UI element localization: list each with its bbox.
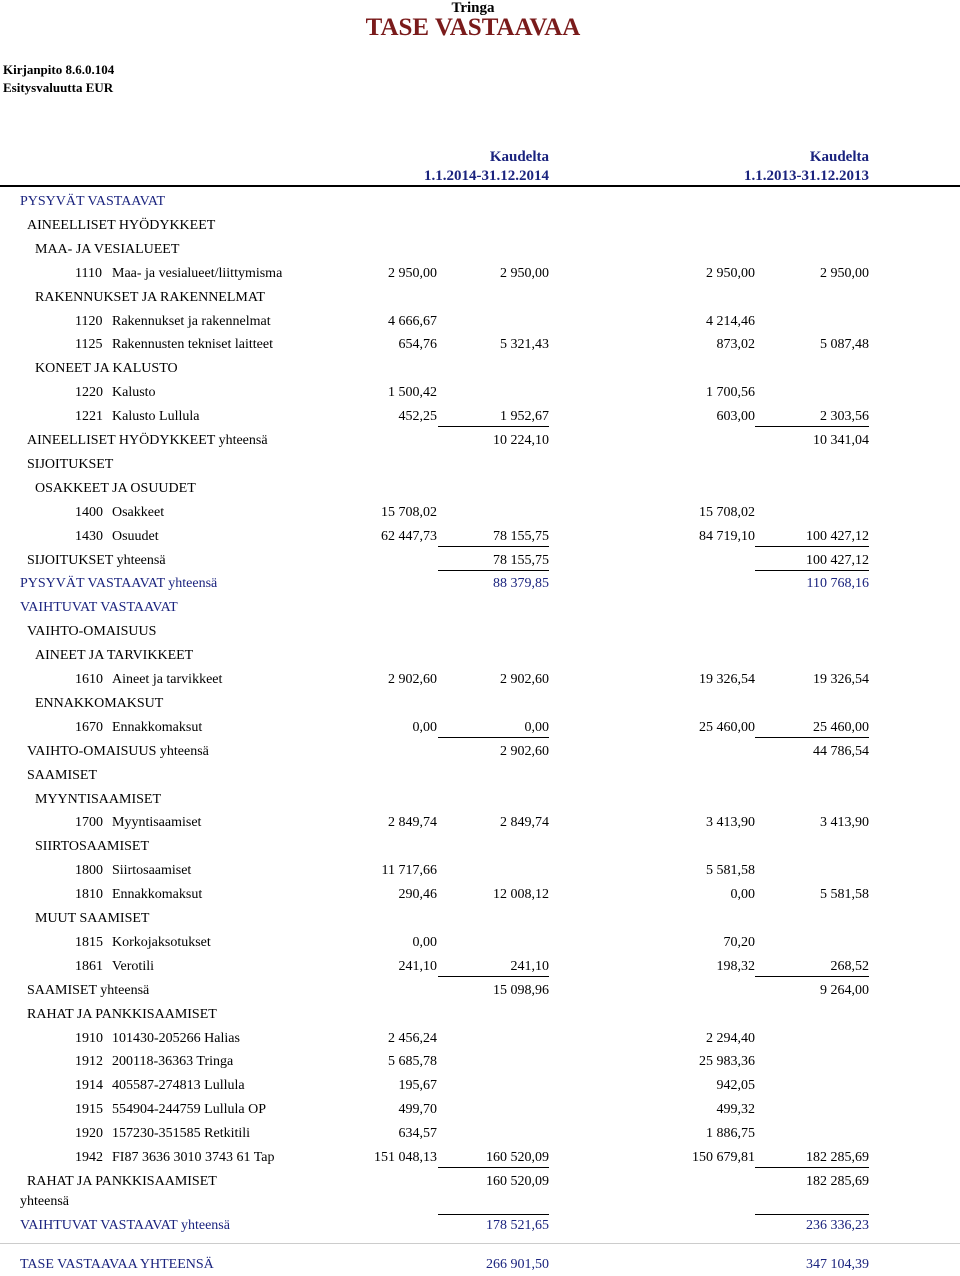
row-label: RAHAT JA PANKKISAAMISET [27,1006,217,1022]
row-label: VAIHTO-OMAISUUS yhteensä [27,743,209,759]
section-heading [0,646,960,666]
account-name: Kalusto [112,385,156,401]
amount-col-2: 178 521,65 [486,1217,549,1233]
amount-col-3: 2 294,40 [706,1030,755,1046]
account-row [0,1100,960,1120]
subtotal-rule [755,737,869,738]
account-code: 1400 [75,504,103,520]
account-name: Maa- ja vesialueet/liittymisma [112,265,283,281]
amount-col-3: 19 326,54 [699,672,755,687]
amount-col-1: 195,67 [398,1078,437,1094]
account-code: 1910 [75,1030,103,1046]
row-label: ENNAKKOMAKSUT [35,695,164,711]
section-heading [0,622,960,642]
amount-col-1: 4 666,67 [388,313,437,329]
subtotal-row [0,574,960,594]
subtotal-row [0,1216,960,1236]
section-heading [0,240,960,260]
subtotal-rule [438,976,549,977]
amount-col-4: 25 460,00 [813,719,869,735]
amount-col-1: 0,00 [412,934,437,950]
amount-col-4: 347 104,39 [806,1257,869,1272]
amount-col-1: 11 717,66 [381,863,437,879]
subtotal-row [0,981,960,1001]
account-code: 1920 [75,1126,103,1142]
account-row [0,813,960,833]
section-heading [0,192,960,212]
section-heading [0,766,960,786]
period-1-range: 1.1.2014-31.12.2014 [424,168,549,184]
section-heading [0,837,960,857]
amount-col-3: 3 413,90 [706,815,755,831]
row-label: SIIRTOSAAMISET [35,839,150,855]
amount-col-2: 5 321,43 [500,337,549,353]
account-row [0,670,960,690]
amount-col-2: 1 952,67 [500,409,549,425]
amount-col-1: 2 456,24 [388,1030,437,1046]
section-heading [0,288,960,308]
account-name: Ennakkomaksut [112,887,203,903]
section-heading [0,694,960,714]
amount-col-4: 10 341,04 [813,433,869,448]
row-label: SIJOITUKSET [27,456,114,472]
amount-col-1: 2 849,74 [388,815,437,831]
subtotal-rule [755,426,869,427]
amount-col-2: 2 902,60 [500,672,549,687]
amount-col-3: 873,02 [716,337,755,353]
amount-col-3: 25 460,00 [699,719,755,735]
row-label: AINEELLISET HYÖDYKKEET yhteensä [27,433,268,448]
period-2-range: 1.1.2013-31.12.2013 [744,168,869,184]
row-label: VAIHTUVAT VASTAAVAT [20,600,178,616]
amount-col-4: 268,52 [830,958,869,974]
subtotal-rule [438,1167,549,1168]
amount-col-1: 0,00 [412,719,437,735]
account-code: 1430 [75,528,103,544]
amount-col-4: 100 427,12 [806,528,869,544]
amount-col-3: 84 719,10 [699,528,755,544]
amount-col-3: 25 983,36 [699,1054,755,1070]
amount-col-4: 236 336,23 [806,1217,869,1233]
section-heading [0,790,960,810]
amount-col-3: 150 679,81 [692,1150,755,1165]
amount-col-2: 78 155,75 [493,528,549,544]
amount-col-1: 499,70 [398,1102,437,1118]
amount-col-3: 2 950,00 [706,265,755,281]
row-label: RAHAT JA PANKKISAAMISET [27,1173,217,1189]
account-row [0,1076,960,1096]
company-name: Tringa [451,0,495,16]
amount-col-2: 160 520,09 [486,1173,549,1189]
account-name: Ennakkomaksut [112,719,203,735]
subtotal-rule [755,570,869,571]
amount-col-2: 241,10 [510,958,549,974]
account-row [0,383,960,403]
account-row [0,1052,960,1072]
amount-col-2: 266 901,50 [486,1257,549,1272]
subtotal-row [0,742,960,762]
account-code: 1861 [75,958,103,974]
amount-col-1: 654,76 [398,337,437,353]
amount-col-4: 5 581,58 [820,887,869,903]
section-heading [0,216,960,236]
row-label: MAA- JA VESIALUEET [35,241,180,257]
amount-col-2: 78 155,75 [493,552,549,568]
account-code: 1700 [75,815,103,831]
amount-col-4: 9 264,00 [820,982,869,998]
section-heading [0,359,960,379]
account-row [0,933,960,953]
amount-col-3: 198,32 [716,958,755,974]
account-name: Myyntisaamiset [112,815,202,831]
account-row [0,1124,960,1144]
row-label: VAIHTUVAT VASTAAVAT yhteensä [20,1217,230,1233]
account-name: 554904-244759 Lullula OP [112,1102,266,1118]
row-label: SAAMISET [27,767,98,783]
account-row [0,407,960,427]
account-name: Aineet ja tarvikkeet [112,672,223,687]
account-row [0,1029,960,1049]
amount-col-1: 62 447,73 [381,528,437,544]
amount-col-4: 182 285,69 [806,1173,869,1189]
period-2-label: Kaudelta [809,149,869,165]
account-code: 1800 [75,863,103,879]
row-label-continued: yhteensä [20,1193,69,1209]
subtotal-row [0,551,960,571]
account-row [0,861,960,881]
account-name: 405587-274813 Lullula [112,1078,245,1094]
total-rule [755,1214,869,1215]
account-row [0,957,960,977]
row-label: RAKENNUKSET JA RAKENNELMAT [35,289,265,305]
account-code: 1221 [75,409,103,425]
account-row [0,527,960,547]
row-label: SIJOITUKSET yhteensä [27,552,166,568]
amount-col-2: 12 008,12 [493,887,549,903]
account-row [0,312,960,332]
account-code: 1942 [75,1150,103,1165]
account-name: 101430-205266 Halias [112,1030,240,1046]
account-name: 157230-351585 Retkitili [112,1126,251,1142]
amount-col-4: 5 087,48 [820,337,869,353]
amount-col-1: 15 708,02 [381,504,437,520]
amount-col-3: 1 700,56 [706,385,755,401]
amount-col-3: 499,32 [716,1102,755,1118]
account-name: Siirtosaamiset [112,863,192,879]
amount-col-4: 2 303,56 [820,409,869,425]
period-1-label: Kaudelta [489,149,549,165]
amount-col-4: 19 326,54 [813,672,869,687]
subtotal-rule [755,976,869,977]
row-label: AINEET JA TARVIKKEET [35,648,194,664]
account-name: FI87 3636 3010 3743 61 Tap [112,1150,275,1165]
section-heading [0,1005,960,1025]
amount-col-2: 2 950,00 [500,265,549,281]
amount-col-4: 182 285,69 [806,1150,869,1165]
account-name: Osakkeet [112,504,165,520]
account-code: 1810 [75,887,103,903]
subtotal-rule [438,570,549,571]
subtotal-row [0,1255,960,1275]
account-code: 1120 [75,313,103,329]
amount-col-3: 5 581,58 [706,863,755,879]
amount-col-1: 1 500,42 [388,385,437,401]
account-name: Rakennukset ja rakennelmat [112,313,271,329]
subtotal-row [0,1172,960,1209]
amount-col-1: 241,10 [398,958,437,974]
account-code: 1125 [75,337,103,353]
account-code: 1220 [75,385,103,401]
amount-col-3: 4 214,46 [706,313,755,329]
account-name: Rakennusten tekniset laitteet [112,337,273,353]
amount-col-4: 2 950,00 [820,265,869,281]
amount-col-3: 1 886,75 [706,1126,755,1142]
account-code: 1110 [75,265,102,281]
amount-col-2: 10 224,10 [493,433,549,448]
section-heading [0,479,960,499]
row-label: OSAKKEET JA OSUUDET [35,480,196,496]
amount-col-4: 44 786,54 [813,743,869,759]
account-code: 1815 [75,934,103,950]
row-label: AINEELLISET HYÖDYKKEET [27,217,216,233]
amount-col-3: 15 708,02 [699,504,755,520]
subtotal-rule [438,426,549,427]
section-heading [0,909,960,929]
software-version: Kirjanpito 8.6.0.104 [3,62,115,77]
amount-col-4: 3 413,90 [820,815,869,831]
account-code: 1912 [75,1054,103,1070]
amount-col-4: 110 768,16 [806,576,869,592]
account-code: 1915 [75,1102,103,1118]
account-code: 1670 [75,719,103,735]
amount-col-2: 88 379,85 [493,576,549,592]
report-title: TASE VASTAAVAA [365,14,581,41]
subtotal-rule [438,546,549,547]
amount-col-1: 2 950,00 [388,265,437,281]
account-row [0,264,960,284]
row-label: KONEET JA KALUSTO [35,361,178,377]
amount-col-2: 2 902,60 [500,743,549,759]
row-label: SAAMISET yhteensä [27,982,150,998]
amount-col-1: 151 048,13 [374,1150,437,1165]
footer-rule [0,1243,960,1244]
row-label: MUUT SAAMISET [35,911,150,926]
amount-col-1: 290,46 [398,887,437,903]
row-label: PYSYVÄT VASTAAVAT yhteensä [20,576,218,592]
account-name: Korkojaksotukset [112,934,211,950]
currency-note: Esitysvaluutta EUR [3,80,114,95]
account-name: Verotili [112,958,154,974]
amount-col-2: 15 098,96 [493,982,549,998]
amount-col-2: 2 849,74 [500,815,549,831]
account-row [0,718,960,738]
amount-col-1: 452,25 [398,409,437,425]
account-row [0,503,960,523]
subtotal-rule [438,737,549,738]
account-name: 200118-36363 Tringa [112,1054,234,1070]
amount-col-4: 100 427,12 [806,552,869,568]
amount-col-1: 634,57 [398,1126,437,1142]
subtotal-rule [755,1167,869,1168]
account-row [0,335,960,355]
amount-col-1: 5 685,78 [388,1054,437,1070]
subtotal-row [0,431,960,451]
amount-col-3: 603,00 [716,409,755,425]
amount-col-2: 160 520,09 [486,1150,549,1165]
amount-col-3: 0,00 [730,887,755,903]
row-label: PYSYVÄT VASTAAVAT [20,194,166,209]
section-heading [0,455,960,475]
account-row [0,885,960,905]
amount-col-3: 70,20 [723,934,755,950]
account-name: Kalusto Lullula [112,409,200,425]
subtotal-rule [755,546,869,547]
account-code: 1914 [75,1078,103,1094]
total-rule [438,1214,549,1215]
account-code: 1610 [75,672,103,687]
amount-col-3: 942,05 [716,1078,755,1094]
account-row [0,1148,960,1168]
row-label: TASE VASTAAVAA YHTEENSÄ [20,1257,214,1272]
row-label: VAIHTO-OMAISUUS [27,624,157,640]
amount-col-1: 2 902,60 [388,672,437,687]
row-label: MYYNTISAAMISET [35,791,161,807]
section-heading [0,598,960,618]
amount-col-2: 0,00 [524,719,549,735]
account-name: Osuudet [112,528,159,544]
